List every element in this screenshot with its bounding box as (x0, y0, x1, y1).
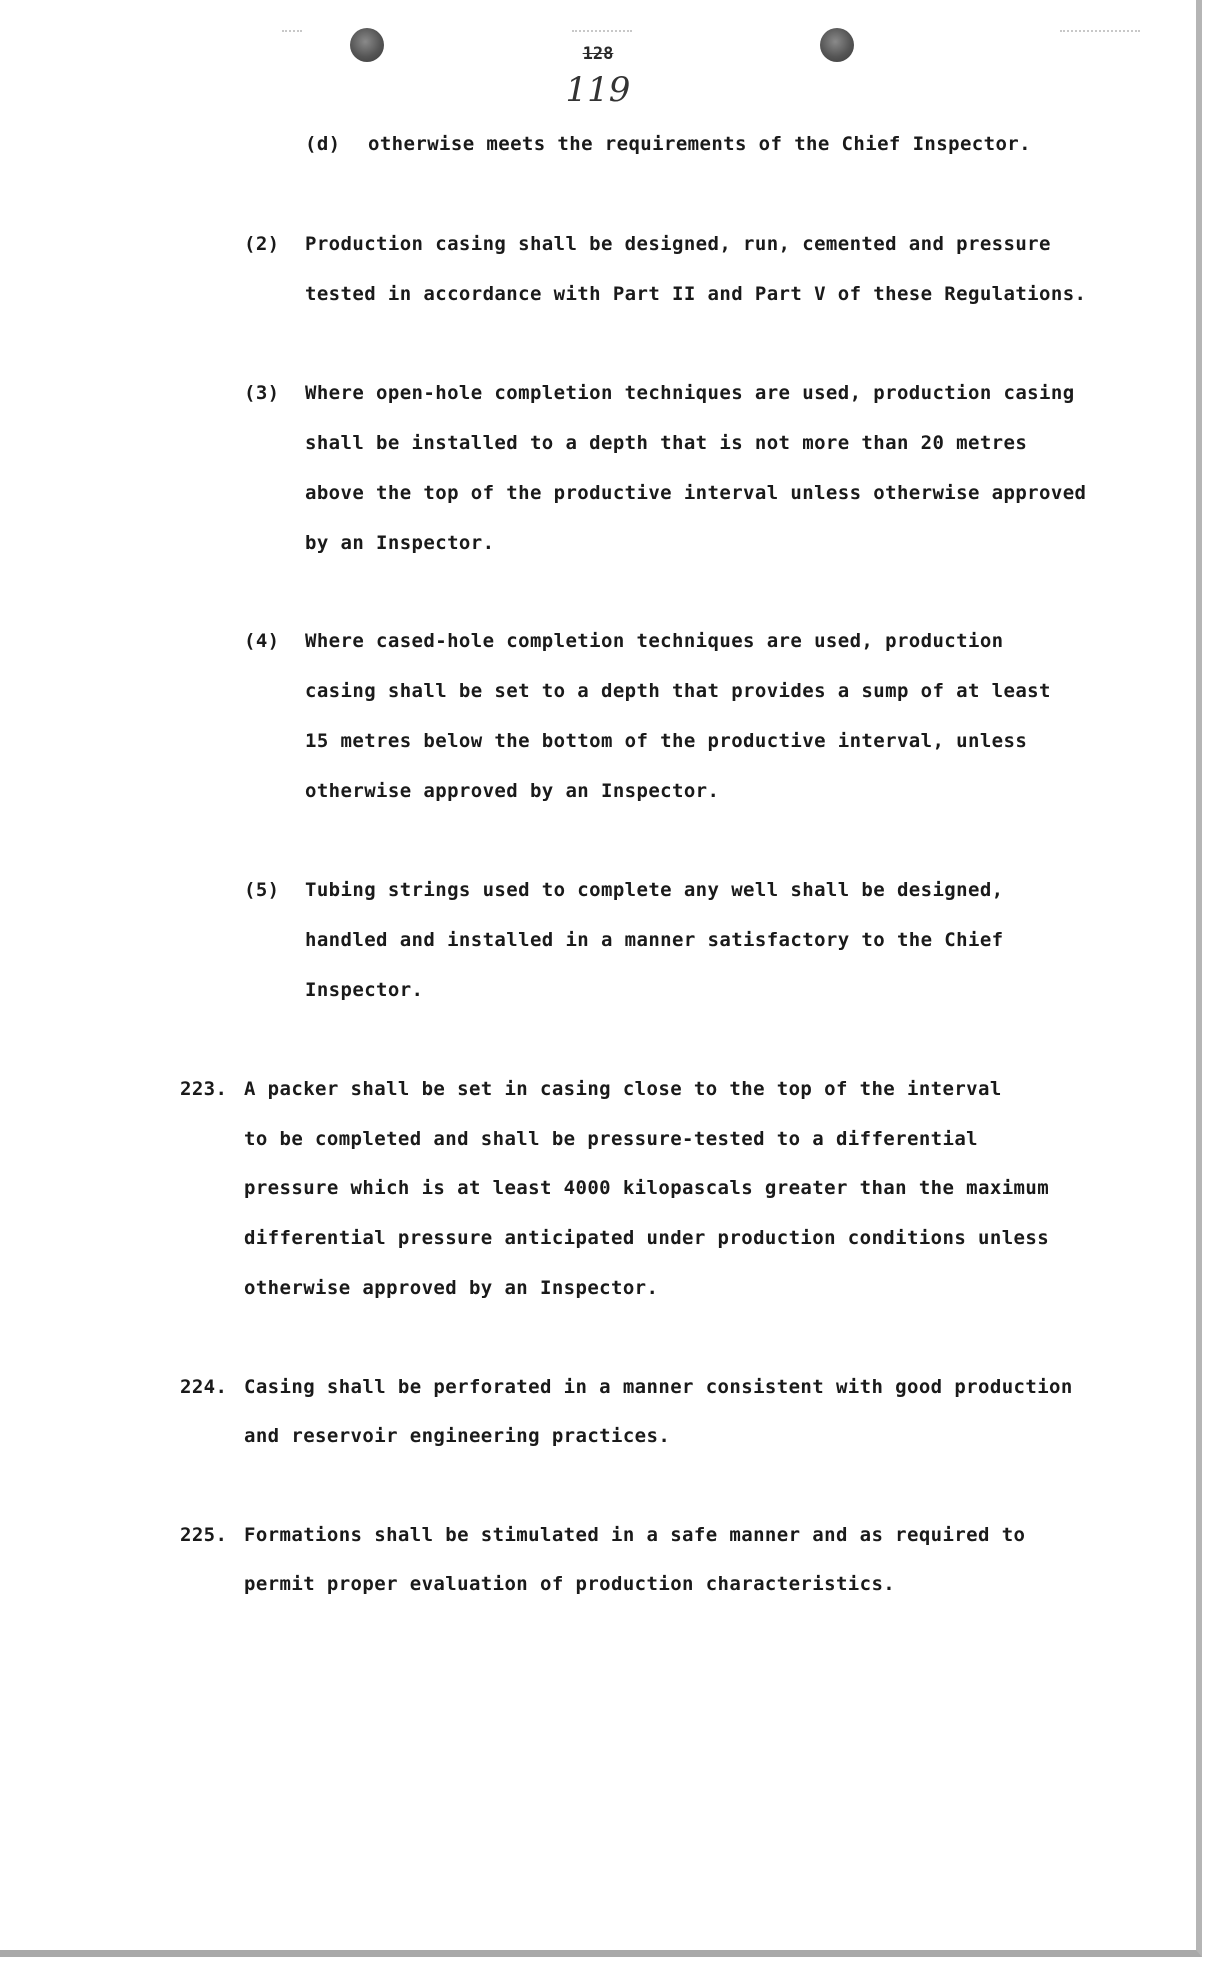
subsection-4-line: casing shall be set to a depth that provides a sump of at least (305, 680, 1051, 702)
subsection-4-label: (4) (244, 630, 280, 652)
subsection-4-line: Where cased-hole completion techniques are used, production (305, 630, 1004, 652)
subsection-2-line: Production casing shall be designed, run, cemented and pressure (305, 233, 1051, 255)
subsection-3-label: (3) (244, 382, 280, 404)
section-225-line: permit proper evaluation of production characteristics. (244, 1573, 896, 1595)
subsection-3-line: shall be installed to a depth that is not more than 20 metres (305, 432, 1028, 454)
section-224-label: 224. (180, 1376, 228, 1398)
subsection-5-line: Inspector. (305, 979, 424, 1001)
subsection-3-line: by an Inspector. (305, 532, 495, 554)
section-223-line: pressure which is at least 4000 kilopascals greater than the maximum (244, 1177, 1050, 1199)
subsection-3-line: Where open-hole completion techniques are used, production casing (305, 382, 1075, 404)
item-d-label: (d) (305, 133, 341, 155)
margin-mark-right (1060, 30, 1140, 42)
subsection-2-line: tested in accordance with Part II and Part V of these Regulations. (305, 283, 1087, 305)
section-223-line: to be completed and shall be pressure-tested to a differential (244, 1128, 979, 1150)
page-number-struck: 128 (582, 44, 614, 64)
section-225-line: Formations shall be stimulated in a safe manner and as required to (244, 1524, 1026, 1546)
subsection-2-label: (2) (244, 233, 280, 255)
item-d-text: otherwise meets the requirements of the Chief Inspector. (368, 133, 1031, 155)
margin-mark-left (282, 30, 302, 42)
subsection-4-line: 15 metres below the bottom of the productive interval, unless (305, 730, 1028, 752)
subsection-5-line: Tubing strings used to complete any well shall be designed, (305, 879, 1004, 901)
subsection-3-line: above the top of the productive interval unless otherwise approved (305, 482, 1087, 504)
page-number-handwritten: 119 (565, 70, 631, 110)
section-223-line: otherwise approved by an Inspector. (244, 1277, 659, 1299)
section-223-line: A packer shall be set in casing close to the top of the interval (244, 1078, 1002, 1100)
section-223-line: differential pressure anticipated under production conditions unless (244, 1227, 1050, 1249)
margin-mark-center (572, 30, 632, 42)
section-225-label: 225. (180, 1524, 228, 1546)
section-224-line: Casing shall be perforated in a manner consistent with good production (244, 1376, 1073, 1398)
section-223-label: 223. (180, 1078, 228, 1100)
subsection-5-label: (5) (244, 879, 280, 901)
section-224-line: and reservoir engineering practices. (244, 1425, 671, 1447)
subsection-5-line: handled and installed in a manner satisfactory to the Chief (305, 929, 1004, 951)
subsection-4-line: otherwise approved by an Inspector. (305, 780, 720, 802)
